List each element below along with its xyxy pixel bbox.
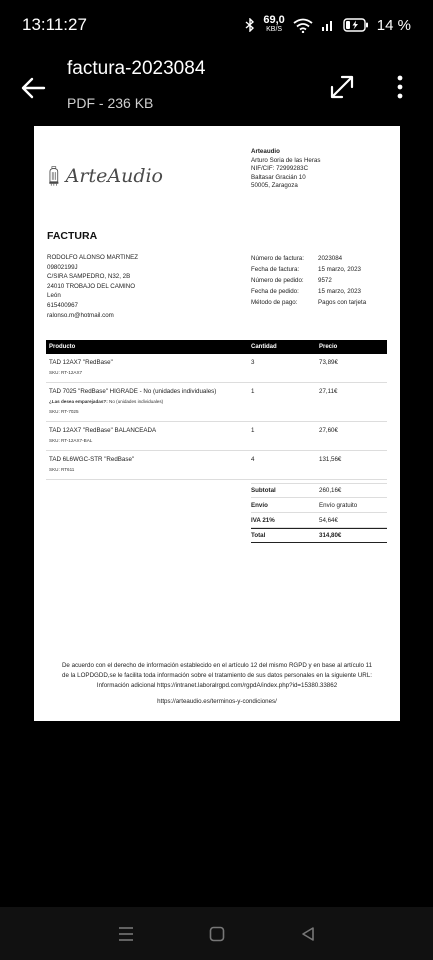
item-option-value: No (unidades individuales) — [107, 399, 164, 404]
document-heading: FACTURA — [47, 230, 98, 242]
meta-label: Fecha de pedido: — [251, 288, 299, 295]
client-line: León — [47, 292, 61, 300]
totals-label: Subtotal — [251, 487, 276, 494]
item-name: TAD 12AX7 "RedBase" — [49, 359, 113, 366]
item-option — [49, 398, 251, 406]
table-row — [46, 354, 387, 383]
company-logo — [48, 160, 163, 192]
header-product: Producto — [49, 344, 76, 350]
totals-row — [251, 513, 387, 528]
table-header — [46, 340, 387, 354]
recents-button[interactable] — [106, 919, 146, 949]
meta-row — [251, 253, 366, 264]
company-line: Baltasar Gracián 10 — [251, 173, 306, 181]
meta-value: 2023084 — [318, 255, 343, 262]
totals-row-total — [251, 528, 387, 543]
company-name: Arteaudio — [251, 148, 280, 155]
meta-value: 15 marzo, 2023 — [318, 288, 361, 295]
item-sku: SKU: RT611 — [49, 467, 75, 472]
totals-row — [251, 498, 387, 513]
status-bar — [0, 0, 433, 50]
meta-row — [251, 297, 366, 308]
item-quantity: 1 — [251, 388, 255, 395]
logo-text: ArteAudio — [65, 165, 163, 187]
system-nav-bar — [0, 907, 433, 960]
cellular-signal-icon — [321, 18, 335, 32]
legal-line: de la LOPDGDD,se le facilita toda información sobre el tratamiento de sus datos personales en la siguiente URL: — [62, 672, 372, 679]
client-email: ralonso.m@hotmail.com — [47, 311, 114, 319]
client-line: C/SIRA SAMPEDRO, N32, 2B — [47, 273, 131, 281]
meta-label: Fecha de factura: — [251, 266, 300, 273]
legal-notice — [46, 661, 388, 691]
totals-label: IVA 21% — [251, 516, 275, 524]
expand-icon — [327, 72, 357, 102]
totals-table — [251, 483, 387, 543]
file-title: factura-2023084 — [67, 58, 206, 79]
item-product — [46, 388, 251, 416]
items-table — [46, 340, 387, 480]
network-speed-value: 69,0 — [263, 14, 285, 26]
item-option-label: ¿Las desea emparejadas?: — [49, 399, 108, 404]
item-quantity: 3 — [251, 359, 255, 366]
network-speed — [263, 16, 284, 34]
more-options-button[interactable] — [388, 72, 412, 102]
app-bar — [0, 50, 433, 126]
back-arrow-icon — [18, 72, 50, 104]
meta-label: Número de factura: — [251, 255, 304, 262]
item-quantity: 1 — [251, 427, 255, 434]
home-button[interactable] — [197, 919, 237, 949]
recents-icon — [117, 926, 135, 942]
legal-line: Información adicional https://intranet.laboralrgpd.com/rgpdA/index.php?id=15380.33862 — [96, 682, 338, 689]
client-line: 09802199J — [47, 263, 78, 271]
terms-link[interactable]: https://arteaudio.es/terminos-y-condiciones/ — [157, 698, 277, 705]
meta-value: 15 marzo, 2023 — [318, 266, 361, 273]
home-icon — [209, 926, 225, 942]
item-sku: SKU: RT-7025 — [49, 409, 79, 414]
client-line: 615400967 — [47, 301, 78, 309]
network-speed-unit: KB/S — [266, 26, 283, 33]
table-row — [46, 383, 387, 422]
totals-row — [251, 483, 387, 498]
status-icons — [245, 16, 411, 34]
status-time: 13:11:27 — [22, 15, 87, 34]
expand-button[interactable] — [327, 72, 357, 102]
meta-value: Pagos con tarjeta — [318, 299, 367, 306]
meta-value: 9572 — [318, 277, 332, 284]
company-line: 50005, Zaragoza — [251, 182, 298, 190]
invoice-meta — [251, 253, 366, 308]
totals-value: Envío gratuito — [319, 501, 358, 509]
meta-row — [251, 264, 366, 275]
totals-value: 54,64€ — [319, 516, 338, 524]
item-price: 27,60€ — [319, 427, 338, 434]
header-price: Precio — [319, 344, 338, 350]
item-price: 27,11€ — [319, 388, 338, 395]
header-quantity: Cantidad — [251, 344, 277, 350]
client-line: 24010 TROBAJO DEL CAMINO — [47, 282, 136, 290]
meta-row — [251, 275, 366, 286]
bluetooth-icon — [245, 18, 255, 32]
company-info — [251, 148, 320, 191]
client-line: RODOLFO ALONSO MARTINEZ — [47, 254, 138, 261]
item-name: TAD 12AX7 "RedBase" BALANCEADA — [49, 427, 157, 434]
table-row — [46, 451, 387, 480]
item-price: 131,56€ — [319, 456, 342, 463]
pdf-page[interactable] — [34, 126, 400, 721]
back-nav-button[interactable] — [288, 919, 328, 949]
item-product — [46, 427, 251, 445]
company-line: Arturo Soria de las Heras — [251, 156, 321, 164]
more-vert-icon — [388, 72, 412, 102]
battery-icon — [343, 18, 369, 32]
item-price: 73,89€ — [319, 359, 338, 366]
table-row — [46, 422, 387, 451]
client-address — [47, 253, 138, 320]
company-line: NIF/CIF: 72999283C — [251, 165, 309, 173]
meta-row — [251, 286, 366, 297]
meta-label: Número de pedido: — [251, 277, 304, 284]
totals-value: 314,80€ — [319, 532, 342, 539]
item-quantity: 4 — [251, 456, 255, 463]
totals-label: Envío — [251, 501, 268, 509]
totals-label: Total — [251, 532, 266, 539]
battery-percent: 14 % — [376, 16, 411, 34]
item-sku: SKU: RT-12AX7-BAL — [49, 438, 93, 443]
item-product — [46, 359, 251, 377]
file-info: PDF - 236 KB — [67, 95, 154, 111]
totals-value: 260,16€ — [319, 487, 342, 494]
vacuum-tube-icon — [48, 161, 60, 191]
item-name: TAD 7025 "RedBase" HIGRADE - No (unidades individuales) — [49, 388, 217, 395]
item-sku: SKU: RT-12AX7 — [49, 370, 83, 375]
meta-label: Método de pago: — [251, 299, 298, 306]
wifi-icon — [293, 18, 313, 33]
back-button[interactable] — [18, 72, 50, 104]
back-icon — [300, 926, 316, 942]
item-name: TAD 6L6WGC-STR "RedBase" — [49, 456, 135, 463]
item-product — [46, 456, 251, 474]
legal-line: De acuerdo con el derecho de información establecido en el artículo 12 del mismo RGPD y en base al artículo 11 — [61, 662, 373, 669]
